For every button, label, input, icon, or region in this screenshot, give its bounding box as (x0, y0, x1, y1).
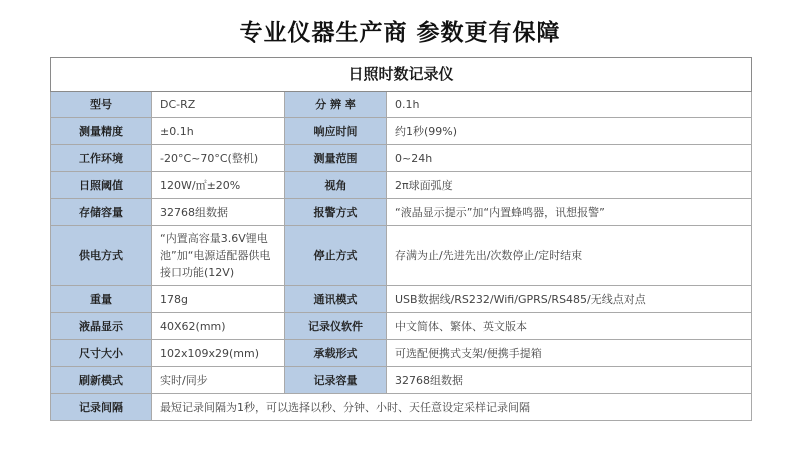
spec-value: 约1秒(99%) (387, 118, 752, 145)
spec-label: 记录间隔 (51, 394, 152, 421)
spec-label: 液晶显示 (51, 313, 152, 340)
spec-label: 重量 (51, 286, 152, 313)
table-row (51, 92, 752, 118)
spec-label: 测量范围 (285, 145, 387, 172)
spec-value: 32768组数据 (152, 199, 285, 226)
spec-value: “液晶显示提示”加“内置蜂鸣器，讯想报警” (387, 199, 752, 226)
spec-label: 工作环境 (51, 145, 152, 172)
spec-value: 120W/㎡±20% (152, 172, 285, 199)
spec-label: 响应时间 (285, 118, 387, 145)
table-row (51, 286, 752, 313)
spec-label: 记录仪软件 (285, 313, 387, 340)
spec-value: DC-RZ (152, 92, 285, 118)
spec-table (50, 57, 752, 421)
table-row (51, 226, 752, 286)
spec-value: 102x109x29(mm) (152, 340, 285, 367)
spec-label: 测量精度 (51, 118, 152, 145)
spec-value: 0.1h (387, 92, 752, 118)
spec-value: USB数据线/RS232/Wifi/GPRS/RS485/无线点对点 (387, 286, 752, 313)
spec-label: 通讯模式 (285, 286, 387, 313)
spec-value: 中文简体、繁体、英文版本 (387, 313, 752, 340)
spec-value: ±0.1h (152, 118, 285, 145)
spec-value: “内置高容量3.6V锂电池”加“电源适配器供电接口功能(12V) (152, 226, 285, 286)
spec-label: 日照阈值 (51, 172, 152, 199)
spec-label: 记录容量 (285, 367, 387, 394)
spec-label: 报警方式 (285, 199, 387, 226)
spec-value: -20°C~70°C(整机) (152, 145, 285, 172)
spec-value: 实时/同步 (152, 367, 285, 394)
spec-label: 供电方式 (51, 226, 152, 286)
spec-value: 32768组数据 (387, 367, 752, 394)
table-row (51, 394, 752, 421)
spec-value: 最短记录间隔为1秒，可以选择以秒、分钟、小时、天任意设定采样记录间隔 (152, 394, 752, 421)
table-caption: 日照时数记录仪 (51, 58, 752, 92)
spec-label: 停止方式 (285, 226, 387, 286)
spec-label: 尺寸大小 (51, 340, 152, 367)
page-title: 专业仪器生产商 参数更有保障 (239, 20, 561, 46)
table-row (51, 118, 752, 145)
table-row (51, 172, 752, 199)
spec-label: 型号 (51, 92, 152, 118)
spec-value: 2π球面弧度 (387, 172, 752, 199)
spec-label: 分 辨 率 (285, 92, 387, 118)
spec-label: 视角 (285, 172, 387, 199)
spec-value: 可选配便携式支架/便携手提箱 (387, 340, 752, 367)
table-row (51, 313, 752, 340)
spec-value: 40X62(mm) (152, 313, 285, 340)
spec-label: 存储容量 (51, 199, 152, 226)
table-row (51, 199, 752, 226)
spec-value: 178g (152, 286, 285, 313)
spec-value: 0~24h (387, 145, 752, 172)
spec-value: 存满为止/先进先出/次数停止/定时结束 (387, 226, 752, 286)
table-caption-row (51, 58, 752, 92)
table-row (51, 367, 752, 394)
table-row (51, 145, 752, 172)
spec-label: 刷新模式 (51, 367, 152, 394)
table-row (51, 340, 752, 367)
spec-label: 承载形式 (285, 340, 387, 367)
